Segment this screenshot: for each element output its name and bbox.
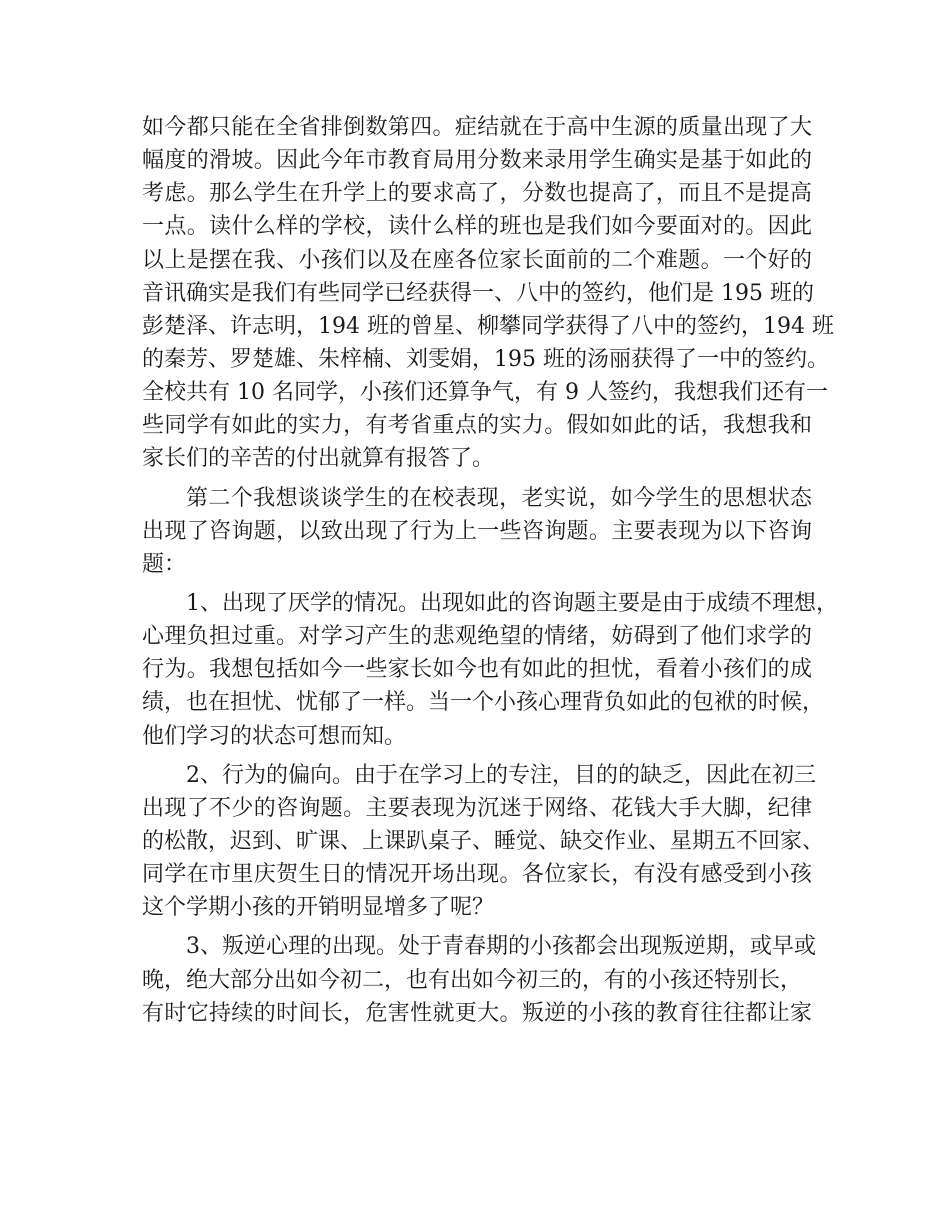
text-line: 题：: [142, 551, 187, 577]
text-line: 如今都只能在全省排倒数第四。症结就在于高中生源的质量出现了大: [142, 115, 812, 140]
text-line: 行为。我想包括如今一些家长如今也有如此的担忧，看着小孩们的成: [142, 657, 812, 683]
text-line: 全校共有 10 名同学，小孩们还算争气，有 9 人签约，我想我们还有一: [142, 380, 828, 406]
text-line: 家长们的辛苦的付出就算有报答了。: [142, 446, 495, 472]
text-line: 以上是摆在我、小孩们以及在座各位家长面前的二个难题。一个好的: [142, 247, 812, 273]
text-line: 心理负担过重。对学习产生的悲观绝望的情绪，妨碍到了他们求学的: [142, 624, 812, 650]
text-line: 他们学习的状态可想而知。: [142, 723, 407, 749]
text-line: 这个学期小孩的开销明显增多了呢？: [142, 895, 495, 921]
text-line: 的秦芳、罗楚雄、朱梓楠、刘雯娟，195 班的汤丽获得了一中的签约。: [142, 346, 829, 372]
text-line: 幅度的滑坡。因此今年市教育局用分数来录用学生确实是基于如此的: [142, 148, 812, 174]
text-line: 出现了不少的咨询题。主要表现为沉迷于网络、花钱大手大脚，纪律: [142, 795, 812, 821]
paragraph-item-3: [142, 930, 816, 1029]
text-line: 晚，绝大部分出如今初二，也有出如今初三的，有的小孩还特别长，: [142, 967, 803, 993]
text-line: 第二个我想谈谈学生的在校表现，老实说，如今学生的思想状态: [186, 485, 812, 511]
paragraph-item-2: [142, 759, 825, 925]
text-line: 3、叛逆心理的出现。处于青春期的小孩都会出现叛逆期，或早或: [186, 934, 816, 960]
paragraph-school-performance: [142, 482, 812, 581]
text-line: 同学在市里庆贺生日的情况开场出现。各位家长，有没有感受到小孩: [142, 862, 812, 888]
text-line: 考虑。那么学生在升学上的要求高了，分数也提高了，而且不是提高: [142, 181, 812, 207]
text-line: 2、行为的偏向。由于在学习上的专注，目的的缺乏，因此在初三: [186, 762, 816, 788]
text-line: 出现了咨询题，以致出现了行为上一些咨询题。主要表现为以下咨询: [142, 518, 812, 544]
text-line: 彭楚泽、许志明，194 班的曾星、柳攀同学获得了八中的签约，194 班: [142, 313, 834, 339]
text-line: 1、出现了厌学的情况。出现如此的咨询题主要是由于成绩不理想，: [186, 590, 838, 616]
text-line: 的松散，迟到、旷课、上课趴桌子、睡觉、缺交作业、星期五不回家、: [142, 828, 825, 854]
document-body: [142, 111, 838, 1030]
paragraph-enrollment: [142, 111, 834, 476]
text-line: 些同学有如此的实力，有考省重点的实力。假如如此的话，我想我和: [142, 413, 812, 439]
text-line: 一点。读什么样的学校，读什么样的班也是我们如今要面对的。因此: [142, 214, 812, 240]
text-line: 音讯确实是我们有些同学已经获得一、八中的签约，他们是 195 班的: [142, 280, 814, 306]
text-line: 绩，也在担忧、忧郁了一样。当一个小孩心理背负如此的包袱的时候，: [142, 690, 825, 716]
text-line: 有时它持续的时间长，危害性就更大。叛逆的小孩的教育往往都让家: [142, 1000, 812, 1026]
paragraph-item-1: [142, 587, 838, 753]
